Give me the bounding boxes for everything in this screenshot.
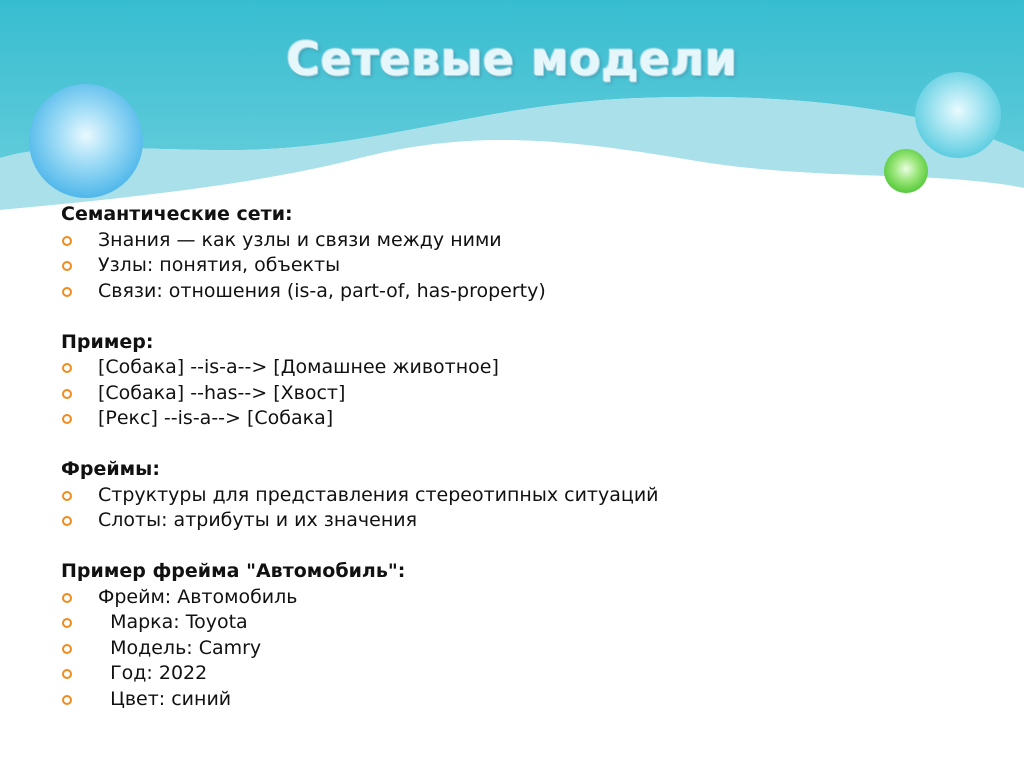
right-green-bubble	[884, 149, 928, 193]
bullet-item: Знания — как узлы и связи между ними	[61, 228, 981, 254]
bullet-item: Модель: Camry	[61, 636, 981, 662]
bullet-item: Слоты: атрибуты и их значения	[61, 508, 981, 534]
slide-title: Сетевые модели	[286, 32, 738, 86]
section-heading: Фреймы:	[61, 458, 160, 480]
section-heading: Пример:	[61, 330, 154, 353]
bullet-item: [Собака] --has--> [Хвост]	[61, 381, 981, 407]
section-heading: Семантические сети:	[61, 203, 293, 225]
section-example	[61, 330, 981, 432]
section-frames	[61, 457, 981, 534]
bullet-item: Марка: Toyota	[61, 610, 981, 636]
bullet-item: Связи: отношения (is-a, part-of, has-property)	[61, 279, 981, 305]
section-frame-example	[61, 559, 981, 712]
slide-content	[61, 202, 981, 738]
bullet-item: [Рекс] --is-a--> [Собака]	[61, 406, 981, 432]
bullet-item: [Собака] --is-a--> [Домашнее животное]	[61, 355, 981, 381]
section-heading: Пример фрейма "Автомобиль":	[61, 560, 406, 582]
bullet-list	[61, 355, 981, 432]
left-blue-bubble	[29, 84, 143, 198]
bullet-item: Цвет: синий	[61, 687, 981, 713]
bullet-item: Узлы: понятия, объекты	[61, 253, 981, 279]
bullet-list	[61, 483, 981, 534]
bullet-item: Структуры для представления стереотипных ситуаций	[61, 483, 981, 509]
bullet-list	[61, 228, 981, 305]
section-semantic-networks	[61, 202, 981, 304]
bullet-item: Год: 2022	[61, 661, 981, 687]
bullet-list	[61, 585, 981, 713]
bullet-item: Фрейм: Автомобиль	[61, 585, 981, 611]
